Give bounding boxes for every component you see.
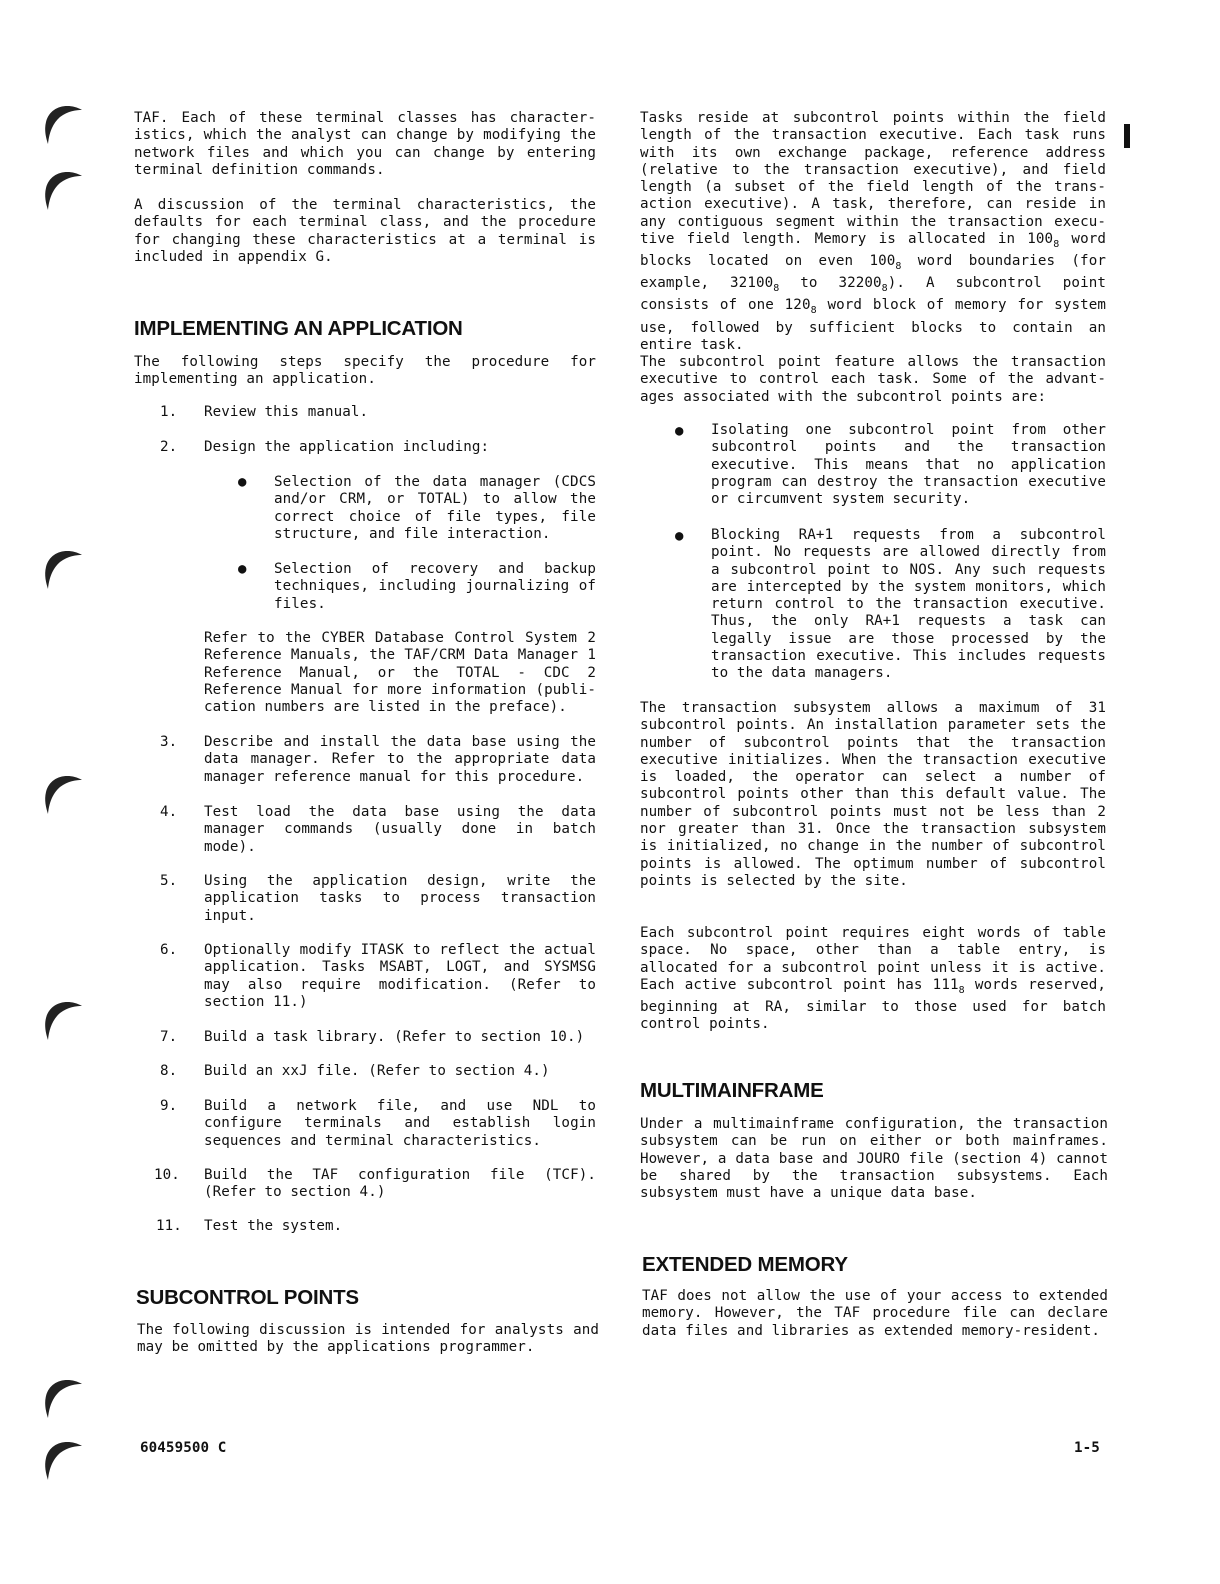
subcontrol-paragraph-4: Each subcontrol point requires eight words of table space. No space, other than a table entry, is allocated for a subcontrol point unless it is active. Each active subcontrol point has $111_8$ words reserved, beginning at RA, similar to those used for batch control points. [640, 925, 1106, 1033]
step-text: Build an xxJ file. (Refer to section 4.) [204, 1063, 550, 1079]
step-text: Build a task library. (Refer to section 10.) [204, 1029, 585, 1045]
subcontrol-paragraph-1: Tasks reside at subcontrol points within the field length of the transaction executive. Each task runs with its own exchange package, reference address (relative to the transaction executive), and field length (a subset of the field length of the trans-action executive). A task, therefore, can reside in any contiguous segment within the transaction execu-tive field length. Memory is allocated in $100_8$ word blocks located on even $100_8$ word boundaries (for example, $32100_8$ to $32200_8$). A subcontrol point consists of one $120_8$ word block of memory for system use, followed by sufficient blocks to contain an entire task. [640, 110, 1107, 353]
binder-hole-icon [40, 166, 86, 212]
step-number: 3. [160, 734, 178, 750]
step-number: 1. [160, 404, 178, 420]
step-number: 5. [160, 873, 178, 889]
step-number: 9. [160, 1098, 178, 1114]
document-number: 60459500 C [140, 1440, 227, 1456]
binder-hole-icon [40, 1436, 86, 1482]
binder-hole-icon [40, 996, 86, 1042]
step-text: Test the system. [204, 1218, 343, 1234]
subcontrol-intro: The following discussion is intended for analysts and may be omitted by the applications programmer. [137, 1322, 599, 1356]
step-number: 10. [154, 1167, 180, 1183]
page-number: 1-5 [1074, 1440, 1100, 1456]
binder-hole-icon [40, 100, 86, 146]
section-heading-multimainframe: MULTIMAINFRAME [640, 1079, 824, 1102]
step-number: 7. [160, 1029, 178, 1045]
step-number: 6. [160, 942, 178, 958]
extended-memory-paragraph: TAF does not allow the use of your access to extended memory. However, the TAF procedure file can declare data files and libraries as extended memory-resident. [642, 1288, 1108, 1339]
step-text: Test load the data base using the data manager commands (usually done in batch mode). [204, 804, 596, 855]
step-number: 4. [160, 804, 178, 820]
intro-paragraph-2: A discussion of the terminal characteristics, the defaults for each terminal class, and the procedure for changing these characteristics at a terminal is included in appendix G. [134, 197, 596, 265]
bullet-icon: ● [675, 423, 684, 439]
step-text: Build a network file, and use NDL to configure terminals and establish login sequences and terminal characteristics. [204, 1098, 596, 1149]
step-number: 8. [160, 1063, 178, 1079]
step-2-bullet: Selection of recovery and backup techniques, including journalizing of files. [274, 561, 596, 612]
subcontrol-paragraph-3: The transaction subsystem allows a maximum of 31 subcontrol points. An installation parameter sets the number of subcontrol points that the transaction executive initializes. When the transaction executive is loaded, the operator can select a number of subcontrol points other than this default value. The number of subcontrol points must not be less than 2 nor greater than 31. Once the transaction subsystem is initialized, no change in the number of subcontrol points is allowed. The optimum number of subcontrol points is selected by the site. [640, 700, 1106, 889]
change-bar [1124, 124, 1130, 148]
intro-paragraph: TAF. Each of these terminal classes has character-istics, which the analyst can change by modifying the network files and which you can change by entering terminal definition commands. [134, 110, 596, 178]
step-text: Using the application design, write the application tasks to process transaction input. [204, 873, 596, 924]
bullet-icon: ● [238, 474, 247, 490]
advantage-bullet: Blocking RA+1 requests from a subcontrol point. No requests are allowed directly from a subcontrol point to NOS. Any such requests are intercepted by the system monitors, which return control to the transaction executive. Thus, the only RA+1 requests a task can legally issue are those processed by the transaction executive. This includes requests to the data managers. [711, 527, 1106, 682]
multimainframe-paragraph: Under a multimainframe configuration, the transaction subsystem can be run on either or both mainframes. However, a data base and JOURO file (section 4) cannot be shared by the transaction subsystems. Each subsystem must have a unique data base. [640, 1116, 1108, 1202]
implementing-intro: The following steps specify the procedure for implementing an application. [134, 354, 596, 388]
step-text: Describe and install the data base using the data manager. Refer to the appropriate data manager reference manual for this procedure. [204, 734, 596, 785]
step-number: 2. [160, 439, 178, 455]
section-heading-subcontrol-points: SUBCONTROL POINTS [136, 1286, 359, 1309]
advantage-bullet: Isolating one subcontrol point from other subcontrol points and the transaction executive. This means that no application program can destroy the transaction executive or circumvent system security. [711, 422, 1106, 508]
section-heading-extended-memory: EXTENDED MEMORY [642, 1253, 848, 1276]
step-text: Optionally modify ITASK to reflect the actual application. Tasks MSABT, LOGT, and SYSMSG may also require modification. (Refer to section 11.) [204, 942, 596, 1010]
binder-hole-icon [40, 545, 86, 591]
step-2-bullet: Selection of the data manager (CDCS and/or CRM, or TOTAL) to allow the correct choice of file types, file structure, and file interaction. [274, 474, 596, 542]
binder-hole-icon [40, 770, 86, 816]
step-text: Build the TAF configuration file (TCF). (Refer to section 4.) [204, 1167, 596, 1201]
binder-hole-icon [40, 1374, 86, 1420]
section-heading-implementing: IMPLEMENTING AN APPLICATION [134, 317, 463, 340]
step-text: Review this manual. [204, 404, 369, 420]
step-number: 11. [156, 1218, 182, 1234]
subcontrol-paragraph-2: The subcontrol point feature allows the transaction executive to control each task. Some of the advant-ages associated with the subcontrol points are: [640, 354, 1106, 405]
bullet-icon: ● [675, 528, 684, 544]
step-2-reference-note: Refer to the CYBER Database Control System 2 Reference Manuals, the TAF/CRM Data Manager 1 Reference Manual, or the TOTAL - CDC 2 Reference Manual for more information (publi-cation numbers are listed in the preface). [204, 630, 596, 716]
step-text: Design the application including: [204, 439, 490, 455]
bullet-icon: ● [238, 561, 247, 577]
